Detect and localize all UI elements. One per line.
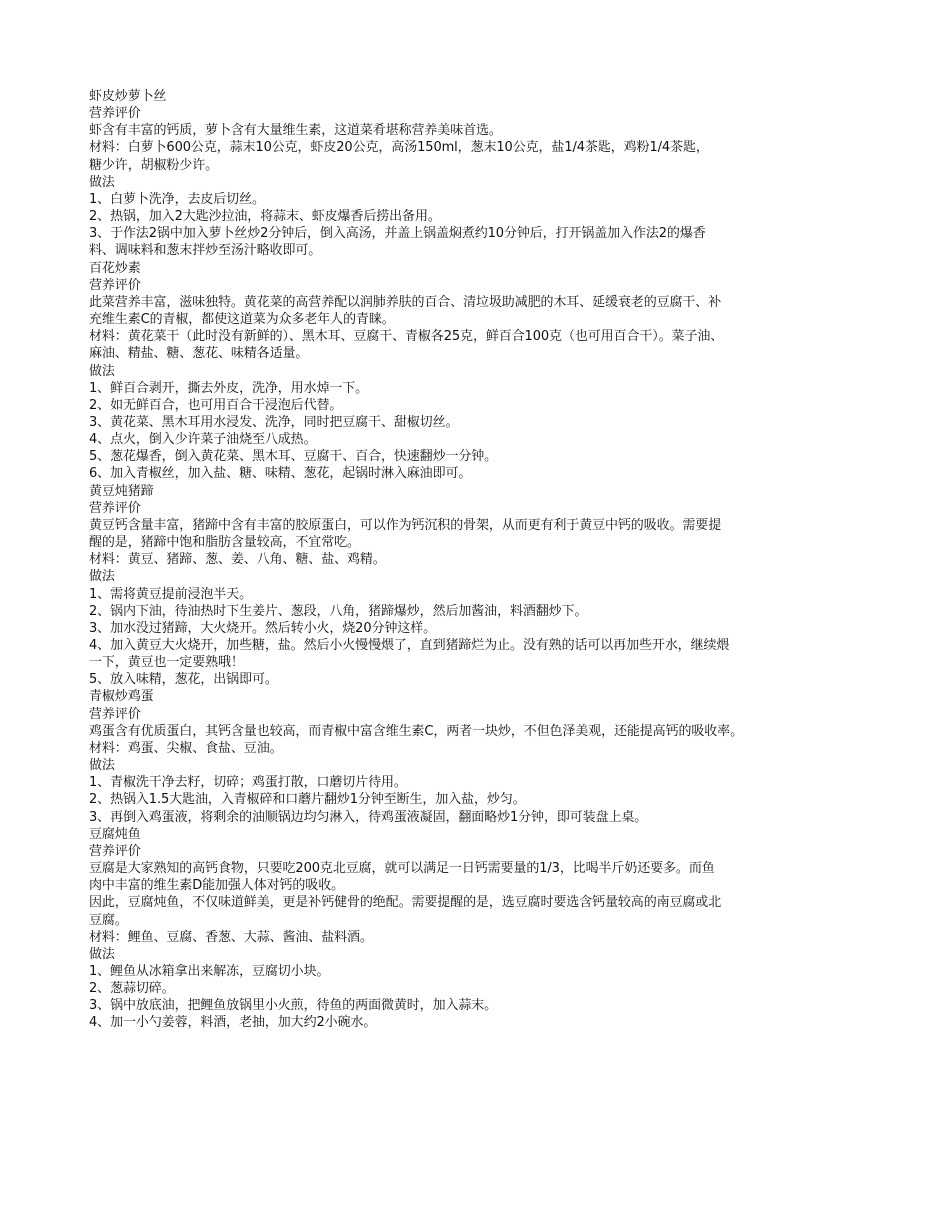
text-line: 2、葱蒜切碎。: [89, 981, 175, 997]
text-line: 肉中丰富的维生素D能加强人体对钙的吸收。: [89, 878, 345, 894]
text-line: 1、鲤鱼从冰箱拿出来解冻，豆腐切小块。: [89, 963, 330, 979]
text-line: 3、锅中放底油，把鲤鱼放锅里小火煎，待鱼的两面微黄时，加入蒜末。: [89, 998, 498, 1014]
text-line: 麻油、精盐、糖、葱花、味精各适量。: [89, 346, 309, 362]
text-line: 充维生素C的青椒，都使这道菜为众多老年人的青睐。: [89, 312, 395, 328]
text-line: 因此，豆腐炖鱼，不仅味道鲜美，更是补钙健骨的绝配。需要提醒的是，选豆腐时要选含钙量较高的南豆腐或北: [89, 895, 722, 911]
text-line: 做法: [89, 758, 115, 774]
text-line: 3、再倒入鸡蛋液，将剩余的油顺锅边均匀淋入，待鸡蛋液凝固，翻面略炒1分钟，即可装盘上桌。: [89, 809, 648, 825]
recipe-document: [89, 88, 879, 1032]
text-line: 黄豆钙含量丰富，猪蹄中含有丰富的胶原蛋白，可以作为钙沉积的骨架，从而更有利于黄豆中钙的吸收。需要提: [89, 517, 722, 533]
text-line: 材料：鲤鱼、豆腐、香葱、大蒜、酱油、盐料酒。: [89, 929, 373, 945]
text-line: 1、白萝卜洗净，去皮后切丝。: [89, 191, 265, 207]
text-line: 2、热锅入1.5大匙油，入青椒碎和口蘑片翻炒1分钟至断生，加入盐，炒匀。: [89, 792, 526, 808]
text-line: 豆腐。: [89, 912, 128, 928]
text-line: 营养评价: [89, 500, 141, 516]
text-line: 2、如无鲜百合，也可用百合干浸泡后代替。: [89, 397, 343, 413]
text-line: 2、锅内下油，待油热时下生姜片、葱段，八角，猪蹄爆炒，然后加酱油，料酒翻炒下。: [89, 603, 588, 619]
text-line: 做法: [89, 946, 115, 962]
text-line: 3、加水没过猪蹄，大火烧开。然后转小火，烧20分钟这样。: [89, 620, 437, 636]
text-line: 5、葱花爆香，倒入黄花菜、黑木耳、豆腐干、百合，快速翻炒一分钟。: [89, 449, 498, 465]
text-line: 醒的是，猪蹄中饱和脂肪含量较高，不宜常吃。: [89, 535, 360, 551]
text-line: 2、热锅，加入2大匙沙拉油，将蒜末、虾皮爆香后捞出备用。: [89, 209, 441, 225]
text-line: 黄豆炖猪蹄: [89, 483, 154, 499]
text-line: 6、加入青椒丝，加入盐、糖、味精、葱花，起锅时淋入麻油即可。: [89, 466, 472, 482]
text-line: 虾含有丰富的钙质，萝卜含有大量维生素，这道菜肴堪称营养美味首选。: [89, 123, 502, 139]
text-line: 糖少许，胡椒粉少许。: [89, 157, 219, 173]
text-line: 5、放入味精，葱花，出锅即可。: [89, 672, 278, 688]
text-line: 营养评价: [89, 106, 141, 122]
text-line: 百花炒素: [89, 260, 141, 276]
text-line: 1、需将黄豆提前浸泡半天。: [89, 586, 252, 602]
text-line: 1、鲜百合剥开，撕去外皮，洗净，用水焯一下。: [89, 380, 369, 396]
text-line: 豆腐炖鱼: [89, 826, 141, 842]
text-line: 材料：白萝卜600公克，蒜末10公克，虾皮20公克，高汤150ml，葱末10公克，盐1/4茶匙，鸡粉1/4茶匙，: [89, 140, 709, 156]
text-line: 料、调味料和葱末拌炒至汤汁略收即可。: [89, 243, 322, 259]
text-line: 豆腐是大家熟知的高钙食物，只要吃200克北豆腐，就可以满足一日钙需要量的1/3，比喝半斤奶还要多。而鱼: [89, 861, 715, 877]
text-line: 鸡蛋含有优质蛋白，其钙含量也较高，而青椒中富含维生素C，两者一块炒，不但色泽美观，还能提高钙的吸收率。: [89, 723, 743, 739]
text-line: 1、青椒洗干净去籽，切碎；鸡蛋打散，口蘑切片待用。: [89, 775, 407, 791]
text-line: 做法: [89, 363, 115, 379]
text-line: 做法: [89, 569, 115, 585]
text-line: 4、加入黄豆大火烧开，加些糖，盐。然后小火慢慢煨了，直到猪蹄烂为止。没有熟的话可以再加些开水，继续煨: [89, 638, 730, 653]
text-line: 营养评价: [89, 843, 141, 859]
text-line: 此菜营养丰富，滋味独特。黄花菜的高营养配以润肺养肤的百合、清垃圾助减肥的木耳、延缓衰老的豆腐干、补: [89, 294, 722, 310]
text-line: 4、加一小勺姜蓉，料酒，老抽，加大约2小碗水。: [89, 1015, 377, 1031]
text-line: 青椒炒鸡蛋: [89, 689, 154, 705]
text-line: 材料：黄豆、猪蹄、葱、姜、八角、糖、盐、鸡精。: [89, 552, 386, 568]
text-line: 一下，黄豆也一定要熟哦！: [89, 655, 244, 671]
text-line: 3、黄花菜、黑木耳用水浸发、洗净，同时把豆腐干、甜椒切丝。: [89, 414, 459, 430]
text-line: 4、点火，倒入少许菜子油烧至八成热。: [89, 432, 317, 448]
text-line: 营养评价: [89, 706, 141, 722]
text-line: 材料：黄花菜干（此时没有新鲜的）、黑木耳、豆腐干、青椒各25克，鲜百合100克（也可用百合干）。菜子油、: [89, 329, 724, 345]
text-line: 虾皮炒萝卜丝: [89, 89, 167, 104]
text-line: 3、于作法2锅中加入萝卜丝炒2分钟后，倒入高汤，并盖上锅盖焖煮约10分钟后，打开锅盖加入作法2的爆香: [89, 226, 706, 242]
text-line: 营养评价: [89, 277, 141, 293]
text-line: 材料：鸡蛋、尖椒、食盐、豆油。: [89, 740, 283, 756]
text-line: 做法: [89, 174, 115, 190]
